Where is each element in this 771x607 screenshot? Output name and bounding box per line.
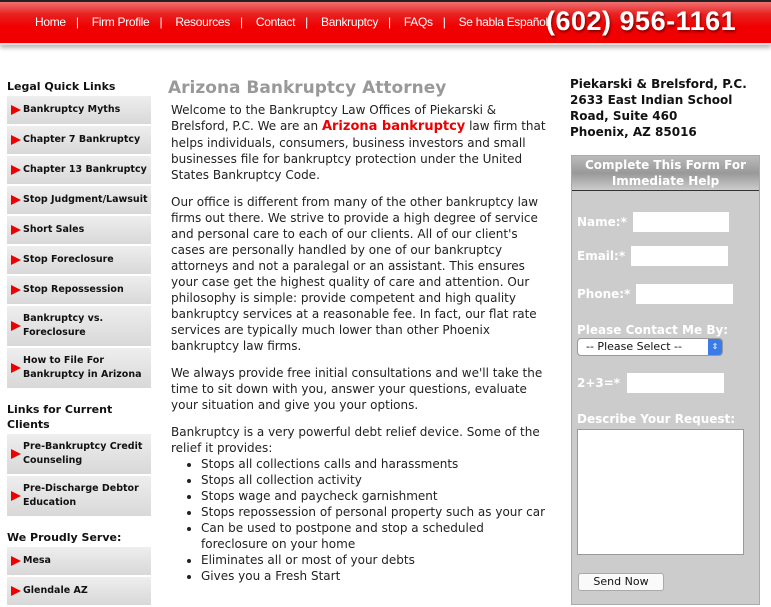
- main-content: [168, 78, 553, 584]
- arrow-icon: [11, 165, 21, 175]
- phone-number[interactable]: (602) 956-1161: [546, 6, 737, 36]
- serve-heading: We Proudly Serve:: [7, 531, 122, 544]
- nav-resources[interactable]: Resources: [175, 15, 230, 29]
- city-state-zip: Phoenix, AZ 85016: [570, 125, 697, 139]
- arizona-bankruptcy-link[interactable]: Arizona bankruptcy: [321, 119, 466, 134]
- sidebar-item-short-sales[interactable]: [7, 216, 151, 246]
- intro-text: law firm that helps individuals, consumers, business investors and small businesses file for bankruptcy protection under the United States Bankruptcy Code.: [171, 119, 546, 182]
- nav-separator: |: [388, 15, 391, 29]
- captcha-label: 2+3=*: [577, 376, 621, 390]
- intro-text: Welcome to the Bankruptcy Law Offices of Piekarski & Brelsford, P.C. We are an: [171, 103, 497, 133]
- sidebar-item-label: Chapter 7 Bankruptcy: [23, 134, 141, 145]
- sidebar-item-label: Glendale AZ: [23, 585, 88, 596]
- nav-bankruptcy[interactable]: Bankruptcy: [321, 15, 379, 29]
- sidebar-item-label: Pre-Discharge Debtor Education: [23, 483, 139, 508]
- sidebar-item-chapter-7[interactable]: [7, 126, 151, 156]
- nav-separator: |: [239, 15, 243, 29]
- arrow-icon: [11, 321, 21, 331]
- legal-links-heading: Legal Quick Links: [7, 80, 116, 93]
- arrow-icon: [11, 491, 21, 501]
- email-input[interactable]: [631, 246, 728, 266]
- list-item: • Eliminates all or most of your debts: [201, 552, 553, 568]
- sidebar: [7, 79, 151, 607]
- sidebar-item-label: Bankruptcy Myths: [23, 104, 121, 115]
- list-item: • Can be used to postpone and stop a scheduled foreclosure on your home: [201, 520, 553, 552]
- sidebar-item-mesa[interactable]: [7, 547, 151, 577]
- sidebar-item-stop-foreclosure[interactable]: [7, 246, 151, 276]
- nav-firm-profile[interactable]: Firm Profile: [91, 15, 150, 29]
- captcha-input[interactable]: [627, 373, 724, 393]
- arrow-icon: [11, 556, 21, 566]
- name-label: Name:*: [577, 215, 627, 229]
- sidebar-item-bankruptcy-vs-foreclosure[interactable]: [7, 306, 151, 348]
- select-value: -- Please Select --: [586, 340, 682, 353]
- send-button[interactable]: Send Now: [578, 573, 664, 591]
- list-item: • Stops wage and paycheck garnishment: [201, 488, 553, 504]
- contact-form: [571, 155, 760, 605]
- street-address: 2633 East Indian School Road, Suite 460: [570, 93, 733, 123]
- contact-by-label: Please Contact Me By:: [577, 323, 729, 337]
- list-item: • Stops all collection activity: [201, 472, 553, 488]
- nav-separator: |: [442, 15, 446, 29]
- nav-contact[interactable]: Contact: [255, 15, 296, 29]
- nav-separator: |: [305, 15, 308, 29]
- sidebar-item-label: Stop Foreclosure: [23, 254, 114, 265]
- paragraph-relief: Bankruptcy is a very powerful debt relief device. Some of the relief it provides:: [171, 425, 540, 455]
- client-links-heading: Links for Current Clients: [7, 403, 113, 431]
- contact-method-select[interactable]: [577, 338, 723, 356]
- sidebar-item-stop-repossession[interactable]: [7, 276, 151, 306]
- name-input[interactable]: [633, 212, 729, 232]
- arrow-icon: [11, 586, 21, 596]
- intro-paragraph: [171, 102, 553, 183]
- arrow-icon: [11, 195, 21, 205]
- nav-separator: |: [75, 15, 79, 29]
- email-label: Email:*: [577, 249, 626, 263]
- paragraph-office: Our office is different from many of the other bankruptcy law firms out there. We strive to provide a high degree of service and personal care to each of our clients. All of our client's cases are personally handled by one of our bankruptcy attorneys and not a paralegal or an assistant. This ensures your case get the highest quality of care and attention. Our philosophy is simple: provide competent and high quality bankruptcy services at a reasonable fee. In fact, our flat rate services are typically much lower than other Phoenix bankruptcy law firms.: [171, 195, 539, 353]
- top-nav: [0, 0, 771, 45]
- list-item: • Stops repossession of personal property such as your car: [201, 504, 553, 520]
- phone-label: Phone:*: [577, 287, 631, 301]
- arrow-icon: [11, 363, 21, 373]
- request-textarea[interactable]: [577, 429, 744, 555]
- sidebar-item-label: How to File For Bankruptcy in Arizona: [23, 355, 142, 380]
- address-block: [570, 76, 765, 140]
- sidebar-item-label: Stop Repossession: [23, 284, 124, 295]
- sidebar-item-label: Bankruptcy vs. Foreclosure: [23, 313, 104, 338]
- firm-name: Piekarski & Brelsford, P.C.: [570, 77, 747, 91]
- phone-input[interactable]: [636, 284, 733, 304]
- sidebar-item-stop-judgment[interactable]: [7, 186, 151, 216]
- arrow-icon: [11, 449, 21, 459]
- sidebar-item-label: Mesa: [23, 555, 51, 566]
- nav-separator: |: [159, 15, 163, 29]
- nav-spanish[interactable]: Se habla Español: [458, 15, 548, 29]
- sidebar-item-label: Chapter 13 Bankruptcy: [23, 164, 147, 175]
- arrow-icon: [11, 105, 21, 115]
- sidebar-item-debtor-education[interactable]: [7, 476, 151, 518]
- nav-faqs[interactable]: FAQs: [403, 15, 433, 29]
- paragraph-consultation: We always provide free initial consultations and we'll take the time to sit down with you, answer your questions, evaluate your situation and give you your options.: [171, 366, 543, 412]
- sidebar-item-bankruptcy-myths[interactable]: [7, 96, 151, 126]
- sidebar-item-credit-counseling[interactable]: [7, 434, 151, 476]
- sidebar-item-label: Stop Judgment/Lawsuit: [23, 194, 148, 205]
- sidebar-item-chapter-13[interactable]: [7, 156, 151, 186]
- sidebar-item-glendale[interactable]: [7, 577, 151, 607]
- relief-list: [201, 456, 553, 584]
- sidebar-item-label: Pre-Bankruptcy Credit Counseling: [23, 441, 143, 466]
- form-title: Complete This Form For Immediate Help: [572, 156, 759, 191]
- arrow-icon: [11, 135, 21, 145]
- arrow-icon: [11, 225, 21, 235]
- chevron-updown-icon: ⇕: [708, 339, 722, 355]
- list-item: • Stops all collections calls and harassments: [201, 456, 553, 472]
- arrow-icon: [11, 285, 21, 295]
- list-item: • Gives you a Fresh Start: [201, 568, 553, 584]
- arrow-icon: [11, 255, 21, 265]
- page-title: Arizona Bankruptcy Attorney: [168, 78, 447, 98]
- nav-home[interactable]: Home: [35, 15, 66, 29]
- sidebar-item-label: Short Sales: [23, 224, 85, 235]
- describe-label: Describe Your Request:: [577, 412, 736, 426]
- sidebar-item-how-to-file[interactable]: [7, 348, 151, 390]
